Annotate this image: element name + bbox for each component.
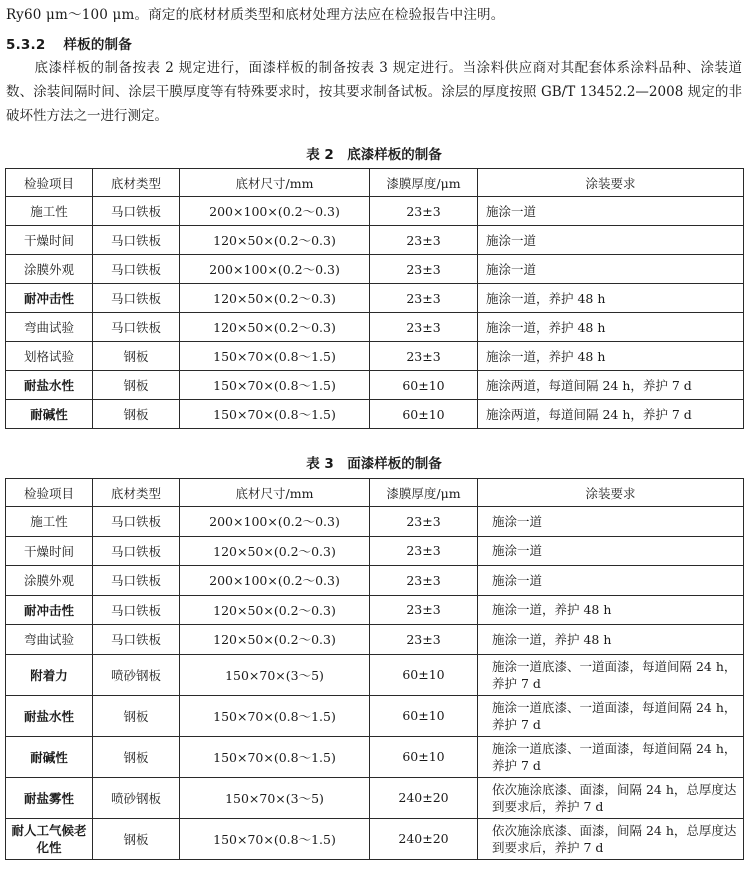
cell-item: 耐盐水性 [6,695,93,736]
table-row [6,777,744,818]
cell-thickness: 23±3 [370,595,478,625]
cell-size: 200×100×(0.2～0.3) [180,197,370,226]
cell-size: 150×70×(0.8～1.5) [180,400,370,429]
cell-size: 150×70×(0.8～1.5) [180,371,370,400]
cell-item: 弯曲试验 [6,313,93,342]
table2-header-row [6,169,744,197]
cell-item: 耐碱性 [6,400,93,429]
cell-item: 耐冲击性 [6,595,93,625]
table-row [6,342,744,371]
table-row [6,371,744,400]
cell-substrate: 马口铁板 [93,507,180,537]
table3-header: 底材尺寸/mm [180,479,370,507]
cell-item: 施工性 [6,507,93,537]
cell-thickness: 60±10 [370,736,478,777]
cell-item: 附着力 [6,654,93,695]
cell-thickness: 23±3 [370,536,478,566]
cell-thickness: 60±10 [370,371,478,400]
table-row [6,226,744,255]
body-paragraph [6,56,742,128]
cell-size: 120×50×(0.2～0.3) [180,226,370,255]
cell-size: 150×70×(0.8～1.5) [180,736,370,777]
cell-thickness: 23±3 [370,566,478,596]
cell-requirement: 施涂一道 [478,226,744,255]
intro-line: Ry60 μm～100 μm。商定的底材材质类型和底材处理方法应在检验报告中注明。 [6,7,505,23]
table3 [5,478,744,860]
cell-requirement: 施涂一道 [478,507,744,537]
table2 [5,168,744,429]
table2-caption: 表 2 底漆样板的制备 [306,147,442,163]
cell-size: 200×100×(0.2～0.3) [180,507,370,537]
cell-size: 120×50×(0.2～0.3) [180,595,370,625]
cell-item: 划格试验 [6,342,93,371]
cell-item: 弯曲试验 [6,625,93,655]
cell-requirement: 施涂一道，养护 48 h [478,625,744,655]
cell-requirement: 施涂一道 [478,566,744,596]
table-row [6,255,744,284]
table-row [6,595,744,625]
cell-requirement: 施涂一道 [478,536,744,566]
cell-substrate: 马口铁板 [93,284,180,313]
cell-size: 150×70×(0.8～1.5) [180,342,370,371]
table-row [6,284,744,313]
cell-substrate: 钢板 [93,400,180,429]
cell-thickness: 23±3 [370,507,478,537]
body-paragraph-text: 底漆样板的制备按表 2 规定进行，面漆样板的制备按表 3 规定进行。当涂料供应商对其配套体系涂料品种、涂装道数、涂装间隔时间、涂层干膜厚度等有特殊要求时，按其要求制备试板。涂层的厚度按照 GB/T 13452.2—2008 规定的非破坏性方法之一进行测定。 [6,60,742,124]
cell-substrate: 钢板 [93,818,180,859]
cell-size: 200×100×(0.2～0.3) [180,566,370,596]
table-row [6,818,744,859]
cell-item: 施工性 [6,197,93,226]
cell-substrate: 喷砂钢板 [93,654,180,695]
table3-header: 漆膜厚度/μm [370,479,478,507]
cell-requirement: 依次施涂底漆、面漆，间隔 24 h，总厚度达到要求后，养护 7 d [478,777,744,818]
cell-requirement: 施涂一道，养护 48 h [478,342,744,371]
cell-thickness: 240±20 [370,777,478,818]
cell-substrate: 马口铁板 [93,595,180,625]
cell-thickness: 240±20 [370,818,478,859]
cell-substrate: 马口铁板 [93,313,180,342]
cell-substrate: 马口铁板 [93,625,180,655]
cell-requirement: 施涂一道，养护 48 h [478,284,744,313]
cell-size: 150×70×(3～5) [180,777,370,818]
cell-thickness: 23±3 [370,197,478,226]
cell-requirement: 施涂一道 [478,197,744,226]
table3-header-row [6,479,744,507]
cell-substrate: 钢板 [93,371,180,400]
table2-header: 漆膜厚度/μm [370,169,478,197]
table3-header: 底材类型 [93,479,180,507]
cell-size: 120×50×(0.2～0.3) [180,625,370,655]
cell-thickness: 60±10 [370,654,478,695]
section-heading [6,33,132,53]
table-row [6,695,744,736]
table2-header: 底材尺寸/mm [180,169,370,197]
cell-thickness: 23±3 [370,342,478,371]
table2-header: 检验项目 [6,169,93,197]
cell-thickness: 23±3 [370,284,478,313]
table-row [6,625,744,655]
cell-item: 涂膜外观 [6,566,93,596]
table2-header: 底材类型 [93,169,180,197]
cell-requirement: 施涂一道 [478,255,744,284]
cell-requirement: 依次施涂底漆、面漆，间隔 24 h，总厚度达到要求后，养护 7 d [478,818,744,859]
cell-substrate: 马口铁板 [93,566,180,596]
cell-item: 耐盐水性 [6,371,93,400]
table3-header: 涂装要求 [478,479,744,507]
cell-requirement: 施涂一道，养护 48 h [478,313,744,342]
cell-substrate: 钢板 [93,736,180,777]
cell-requirement: 施涂一道，养护 48 h [478,595,744,625]
cell-size: 200×100×(0.2～0.3) [180,255,370,284]
cell-substrate: 马口铁板 [93,226,180,255]
table-row [6,736,744,777]
cell-size: 120×50×(0.2～0.3) [180,313,370,342]
cell-size: 120×50×(0.2～0.3) [180,536,370,566]
cell-substrate: 马口铁板 [93,536,180,566]
cell-requirement: 施涂两道，每道间隔 24 h，养护 7 d [478,371,744,400]
cell-item: 耐冲击性 [6,284,93,313]
table-row [6,654,744,695]
cell-thickness: 23±3 [370,255,478,284]
cell-thickness: 60±10 [370,400,478,429]
cell-substrate: 钢板 [93,695,180,736]
section-title: 样板的制备 [63,37,132,53]
cell-thickness: 60±10 [370,695,478,736]
cell-size: 150×70×(0.8～1.5) [180,695,370,736]
table-row [6,197,744,226]
table2-header: 涂装要求 [478,169,744,197]
cell-requirement: 施涂一道底漆、一道面漆，每道间隔 24 h，养护 7 d [478,736,744,777]
cell-item: 耐碱性 [6,736,93,777]
table-row [6,313,744,342]
section-number: 5.3.2 [6,37,46,53]
cell-substrate: 钢板 [93,342,180,371]
cell-requirement: 施涂两道，每道间隔 24 h，养护 7 d [478,400,744,429]
cell-item: 耐盐雾性 [6,777,93,818]
table3-caption: 表 3 面漆样板的制备 [306,456,442,472]
table-row [6,536,744,566]
cell-item: 涂膜外观 [6,255,93,284]
cell-substrate: 马口铁板 [93,197,180,226]
table-row [6,566,744,596]
cell-item: 干燥时间 [6,536,93,566]
cell-substrate: 喷砂钢板 [93,777,180,818]
cell-size: 150×70×(3～5) [180,654,370,695]
table-row [6,400,744,429]
cell-size: 120×50×(0.2～0.3) [180,284,370,313]
cell-requirement: 施涂一道底漆、一道面漆，每道间隔 24 h，养护 7 d [478,695,744,736]
cell-size: 150×70×(0.8～1.5) [180,818,370,859]
cell-thickness: 23±3 [370,625,478,655]
cell-item: 耐人工气候老化性 [6,818,93,859]
cell-thickness: 23±3 [370,313,478,342]
table3-header: 检验项目 [6,479,93,507]
cell-substrate: 马口铁板 [93,255,180,284]
cell-thickness: 23±3 [370,226,478,255]
cell-item: 干燥时间 [6,226,93,255]
cell-requirement: 施涂一道底漆、一道面漆，每道间隔 24 h，养护 7 d [478,654,744,695]
table-row [6,507,744,537]
